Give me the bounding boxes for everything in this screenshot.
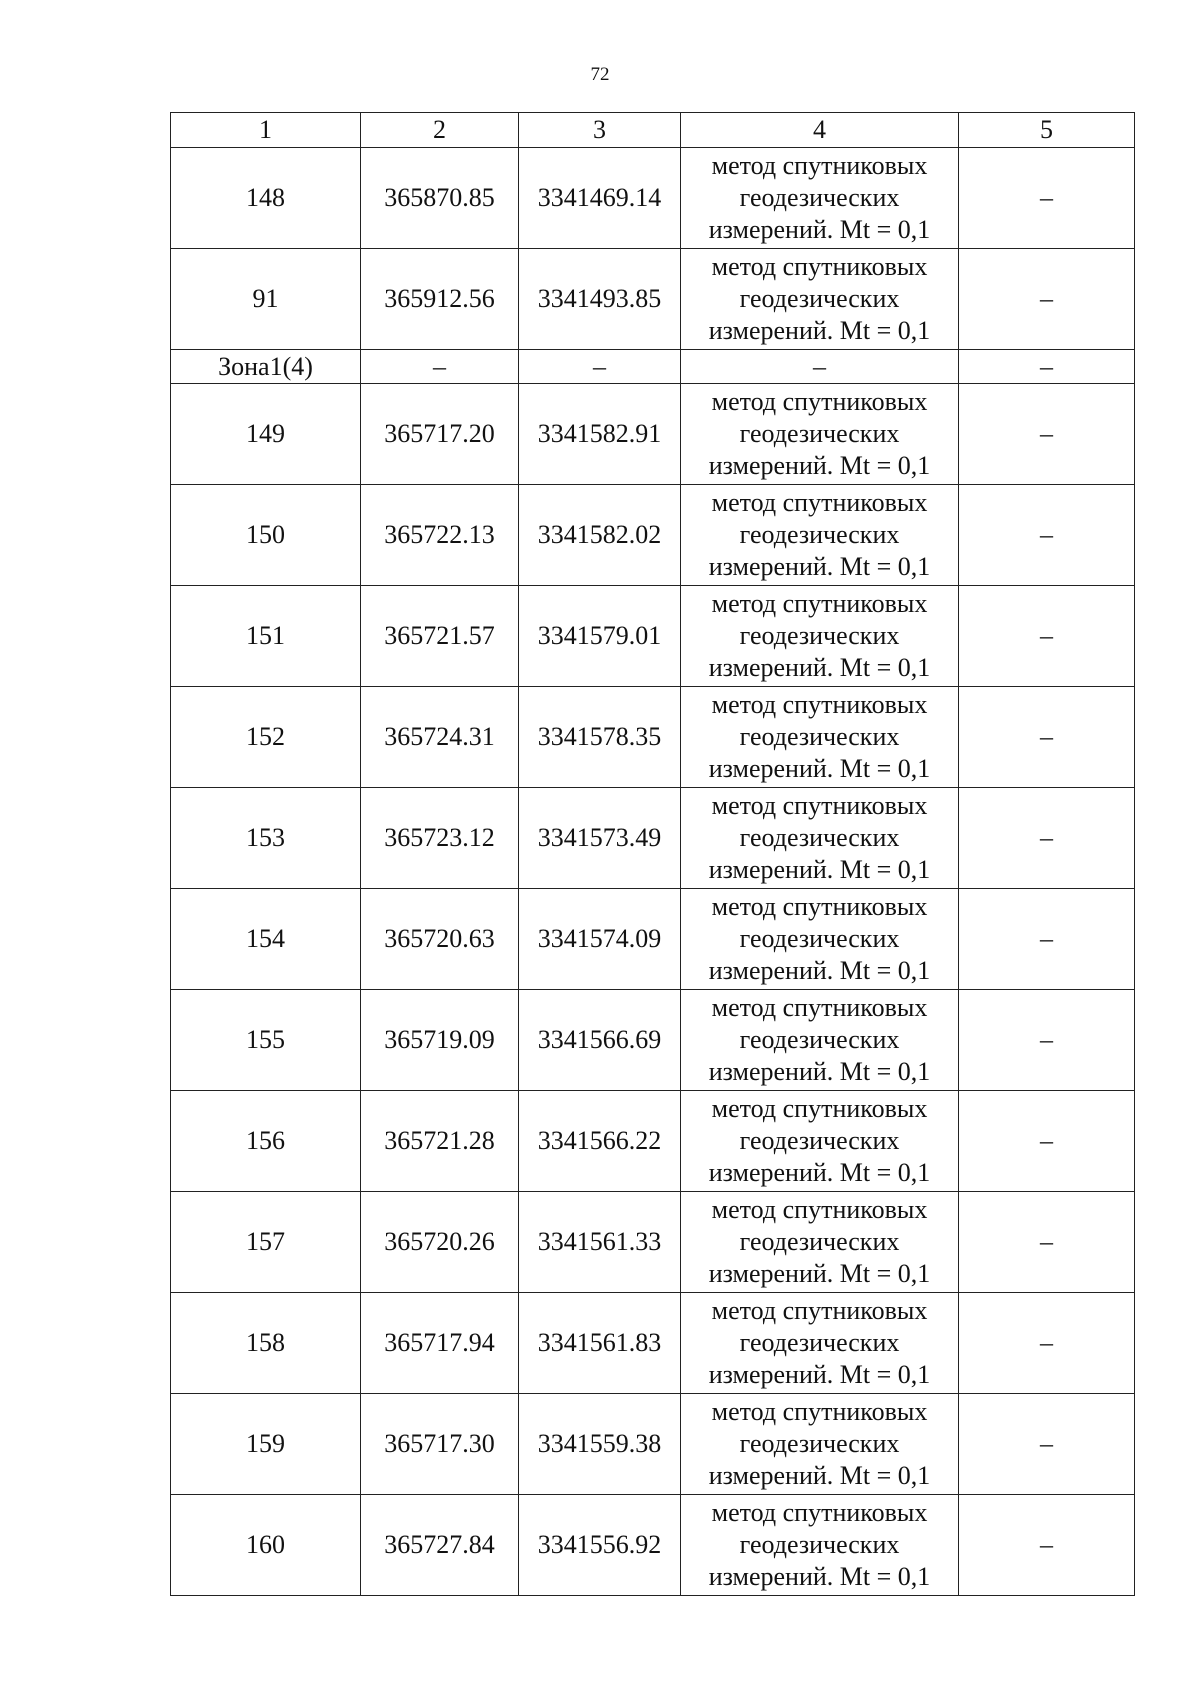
- method-text-line: метод спутниковых: [711, 791, 928, 820]
- method-text-line: геодезических: [739, 1227, 900, 1256]
- method-text-line: геодезических: [739, 183, 900, 212]
- point-id-cell: 148: [171, 148, 361, 249]
- method-cell: [681, 1293, 959, 1394]
- x-coordinate-cell: 365719.09: [361, 990, 519, 1091]
- table-row: [171, 249, 1135, 350]
- column-header: 4: [681, 113, 959, 148]
- x-coordinate-cell: 365721.57: [361, 586, 519, 687]
- column-header: 2: [361, 113, 519, 148]
- method-text-line: геодезических: [739, 722, 900, 751]
- method-cell: [681, 350, 959, 384]
- y-coordinate-cell: 3341559.38: [519, 1394, 681, 1495]
- method-text-line: метод спутниковых: [711, 1195, 928, 1224]
- note-cell: –: [959, 788, 1135, 889]
- y-coordinate-cell: 3341579.01: [519, 586, 681, 687]
- point-id-cell: 157: [171, 1192, 361, 1293]
- point-id-cell: 156: [171, 1091, 361, 1192]
- table-row: [171, 1293, 1135, 1394]
- method-text-line: измерений. Mt = 0,1: [708, 1259, 931, 1288]
- note-cell: –: [959, 990, 1135, 1091]
- method-text-line: измерений. Mt = 0,1: [708, 956, 931, 985]
- table-body: [171, 148, 1135, 1596]
- page-number: 72: [590, 64, 610, 85]
- method-cell: [681, 485, 959, 586]
- method-text-line: измерений. Mt = 0,1: [708, 754, 931, 783]
- method-text-line: измерений. Mt = 0,1: [708, 552, 931, 581]
- note-cell: –: [959, 586, 1135, 687]
- note-cell: –: [959, 687, 1135, 788]
- method-cell: [681, 1091, 959, 1192]
- method-text-line: измерений. Mt = 0,1: [708, 215, 931, 244]
- y-coordinate-cell: 3341566.22: [519, 1091, 681, 1192]
- x-coordinate-cell: 365720.63: [361, 889, 519, 990]
- y-coordinate-cell: 3341469.14: [519, 148, 681, 249]
- method-cell: [681, 249, 959, 350]
- y-coordinate-cell: 3341582.91: [519, 384, 681, 485]
- point-id-cell: 91: [171, 249, 361, 350]
- x-coordinate-cell: 365720.26: [361, 1192, 519, 1293]
- method-text-line: метод спутниковых: [711, 1498, 928, 1527]
- method-text-line: метод спутниковых: [711, 151, 928, 180]
- x-coordinate-cell: 365717.30: [361, 1394, 519, 1495]
- table-row: [171, 1091, 1135, 1192]
- method-text-line: геодезических: [739, 1530, 900, 1559]
- table-header-row: [171, 113, 1135, 148]
- method-cell: [681, 889, 959, 990]
- method-text-line: измерений. Mt = 0,1: [708, 451, 931, 480]
- x-coordinate-cell: 365717.94: [361, 1293, 519, 1394]
- y-coordinate-cell: 3341493.85: [519, 249, 681, 350]
- method-text-line: геодезических: [739, 419, 900, 448]
- note-cell: –: [959, 1091, 1135, 1192]
- method-text-line: измерений. Mt = 0,1: [708, 855, 931, 884]
- note-cell: –: [959, 1192, 1135, 1293]
- method-cell: [681, 1394, 959, 1495]
- point-id-cell: 151: [171, 586, 361, 687]
- table-row: [171, 1192, 1135, 1293]
- table-row: [171, 889, 1135, 990]
- method-text-line: геодезических: [739, 1025, 900, 1054]
- point-id-cell: 149: [171, 384, 361, 485]
- x-coordinate-cell: –: [361, 350, 519, 384]
- method-text-line: геодезических: [739, 1126, 900, 1155]
- point-id-cell: 153: [171, 788, 361, 889]
- point-id-cell: 158: [171, 1293, 361, 1394]
- method-text-line: геодезических: [739, 520, 900, 549]
- table-row: [171, 148, 1135, 249]
- note-cell: –: [959, 485, 1135, 586]
- method-text-line: геодезических: [739, 924, 900, 953]
- y-coordinate-cell: 3341556.92: [519, 1495, 681, 1596]
- note-cell: –: [959, 249, 1135, 350]
- method-text-line: метод спутниковых: [711, 1094, 928, 1123]
- y-coordinate-cell: 3341574.09: [519, 889, 681, 990]
- note-cell: –: [959, 1394, 1135, 1495]
- point-id-cell: Зона1(4): [171, 350, 361, 384]
- point-id-cell: 160: [171, 1495, 361, 1596]
- point-id-cell: 155: [171, 990, 361, 1091]
- point-id-cell: 152: [171, 687, 361, 788]
- method-cell: [681, 1495, 959, 1596]
- method-cell: [681, 687, 959, 788]
- method-cell: [681, 148, 959, 249]
- method-text-line: метод спутниковых: [711, 488, 928, 517]
- note-cell: –: [959, 384, 1135, 485]
- y-coordinate-cell: 3341566.69: [519, 990, 681, 1091]
- y-coordinate-cell: 3341578.35: [519, 687, 681, 788]
- method-text-line: геодезических: [739, 621, 900, 650]
- method-text-line: –: [813, 351, 826, 381]
- y-coordinate-cell: 3341582.02: [519, 485, 681, 586]
- column-header: 3: [519, 113, 681, 148]
- method-text-line: измерений. Mt = 0,1: [708, 653, 931, 682]
- x-coordinate-cell: 365912.56: [361, 249, 519, 350]
- table-row: [171, 586, 1135, 687]
- point-id-cell: 154: [171, 889, 361, 990]
- table-row: [171, 1394, 1135, 1495]
- x-coordinate-cell: 365723.12: [361, 788, 519, 889]
- method-cell: [681, 788, 959, 889]
- method-text-line: измерений. Mt = 0,1: [708, 1562, 931, 1591]
- note-cell: –: [959, 889, 1135, 990]
- zone-row: [171, 350, 1135, 384]
- method-text-line: метод спутниковых: [711, 252, 928, 281]
- method-text-line: метод спутниковых: [711, 1397, 928, 1426]
- x-coordinate-cell: 365870.85: [361, 148, 519, 249]
- method-text-line: измерений. Mt = 0,1: [708, 1360, 931, 1389]
- method-text-line: измерений. Mt = 0,1: [708, 1057, 931, 1086]
- method-cell: [681, 586, 959, 687]
- method-text-line: геодезических: [739, 1429, 900, 1458]
- table-row: [171, 384, 1135, 485]
- x-coordinate-cell: 365727.84: [361, 1495, 519, 1596]
- column-header: 1: [171, 113, 361, 148]
- method-text-line: метод спутниковых: [711, 1296, 928, 1325]
- method-text-line: геодезических: [739, 1328, 900, 1357]
- table-row: [171, 788, 1135, 889]
- x-coordinate-cell: 365722.13: [361, 485, 519, 586]
- note-cell: –: [959, 1293, 1135, 1394]
- method-text-line: измерений. Mt = 0,1: [708, 1158, 931, 1187]
- point-id-cell: 150: [171, 485, 361, 586]
- method-text-line: метод спутниковых: [711, 387, 928, 416]
- note-cell: –: [959, 1495, 1135, 1596]
- method-text-line: метод спутниковых: [711, 589, 928, 618]
- coordinates-table: [170, 112, 1135, 1596]
- method-text-line: метод спутниковых: [711, 892, 928, 921]
- method-text-line: измерений. Mt = 0,1: [708, 1461, 931, 1490]
- method-text-line: метод спутниковых: [711, 690, 928, 719]
- note-cell: –: [959, 350, 1135, 384]
- y-coordinate-cell: 3341561.33: [519, 1192, 681, 1293]
- table-row: [171, 990, 1135, 1091]
- method-text-line: геодезических: [739, 284, 900, 313]
- table-row: [171, 1495, 1135, 1596]
- method-text-line: измерений. Mt = 0,1: [708, 316, 931, 345]
- method-cell: [681, 384, 959, 485]
- y-coordinate-cell: 3341561.83: [519, 1293, 681, 1394]
- method-cell: [681, 1192, 959, 1293]
- point-id-cell: 159: [171, 1394, 361, 1495]
- y-coordinate-cell: –: [519, 350, 681, 384]
- method-cell: [681, 990, 959, 1091]
- column-header: 5: [959, 113, 1135, 148]
- table-row: [171, 687, 1135, 788]
- x-coordinate-cell: 365717.20: [361, 384, 519, 485]
- x-coordinate-cell: 365721.28: [361, 1091, 519, 1192]
- note-cell: –: [959, 148, 1135, 249]
- method-text-line: геодезических: [739, 823, 900, 852]
- y-coordinate-cell: 3341573.49: [519, 788, 681, 889]
- table-row: [171, 485, 1135, 586]
- x-coordinate-cell: 365724.31: [361, 687, 519, 788]
- method-text-line: метод спутниковых: [711, 993, 928, 1022]
